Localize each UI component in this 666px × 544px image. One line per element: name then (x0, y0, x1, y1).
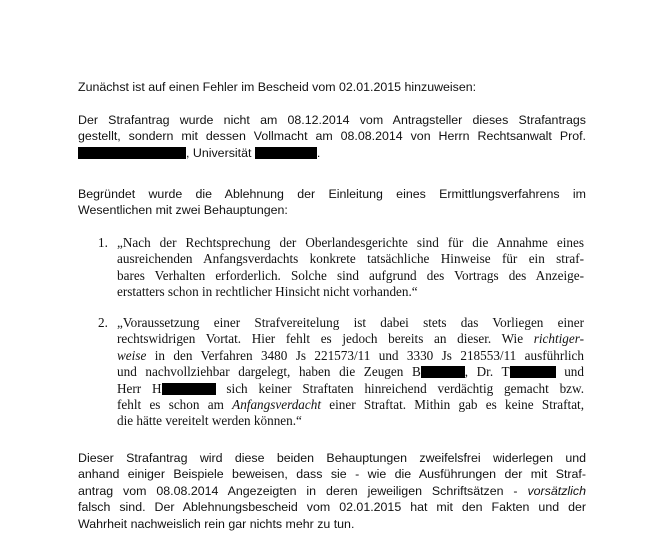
redaction-bar (421, 366, 465, 378)
redaction-bar (162, 383, 216, 395)
redaction-bar (255, 147, 317, 159)
text-line: weise in den Verfahren 3480 Js 221573/11 und 3330 Js 218553/11 ausführlich (117, 347, 584, 363)
text-line: die hätte vereitelt werden können.“ (117, 413, 302, 429)
text-line: „Nach der Rechtsprechung der Oberlandesgerichte sind für die Annahme eines (117, 235, 584, 250)
widerlegung-paragraph (78, 450, 586, 532)
list-number: 2. (98, 315, 108, 330)
text-line: Begründet wurde die Ablehnung der Einleitung eines Ermittlungsverfahrens im (78, 187, 586, 201)
text-line: Zunächst ist auf einen Fehler im Bescheid vom 02.01.2015 hinzuweisen: (78, 80, 477, 94)
text-line: Wesentlichen mit zwei Behauptungen: (78, 203, 288, 218)
text-line: ausreichenden Anfangsverdachts konkrete tatsächliche Hinweise für ein straf- (117, 251, 584, 267)
text-line: und nachvollziehbar dargelegt, haben die Zeugen B , Dr. T und (117, 364, 584, 380)
text-line: antrag vom 08.08.2014 Angezeigten in deren jeweiligen Schriftsätzen - vorsätzlich (78, 483, 586, 498)
strafantrag-paragraph (78, 112, 586, 161)
intro-paragraph (78, 79, 586, 95)
quote-body (117, 235, 584, 301)
text-line: rechtswidrigen Vortat. Hier fehlt es jedoch bereits an dieser. Wie richtiger- (117, 331, 584, 347)
text-line: anhand einiger Beispiele beweisen, dass sie - wie die Ausführungen der mit Straf- (78, 467, 586, 482)
text-line: Dieser Strafantrag wird diese beiden Behauptungen zweifelsfrei widerlegen und (78, 451, 586, 465)
begruendung-paragraph (78, 186, 586, 219)
text-line: Herr H sich keiner Straftaten hinreichend verdächtig gemacht bzw. (117, 380, 584, 396)
text-line: , Universität . (78, 145, 586, 161)
text-line: falsch sind. Der Ablehnungsbescheid vom 02.01.2015 hat mit den Fakten und der (78, 500, 586, 515)
text-line: fehlt es schon am Anfangsverdacht einer Straftat. Mithin gab es keine Straftat, (117, 397, 585, 413)
redaction-bar (510, 366, 556, 378)
redaction-bar (78, 147, 186, 159)
list-number: 1. (98, 235, 108, 250)
quote-body (117, 315, 584, 430)
text-line: erstatters schon in rechtlicher Hinsicht nicht vorhanden.“ (117, 284, 418, 300)
text-line: „Voraussetzung einer Strafvereitelung ist dabei stets das Vorliegen einer (117, 315, 584, 330)
text-line: gestellt, sondern mit dessen Vollmacht am 08.08.2014 von Herrn Rechtsanwalt Prof. (78, 129, 586, 144)
text-line: bares Verhalten erforderlich. Solche sind aufgrund des Vortrags des Anzeige- (117, 267, 584, 283)
text-line: Wahrheit nachweislich rein gar nichts mehr zu tun. (78, 516, 355, 531)
text-line: Der Strafantrag wurde nicht am 08.12.2014 vom Antragsteller dieses Strafantrags (78, 113, 586, 127)
